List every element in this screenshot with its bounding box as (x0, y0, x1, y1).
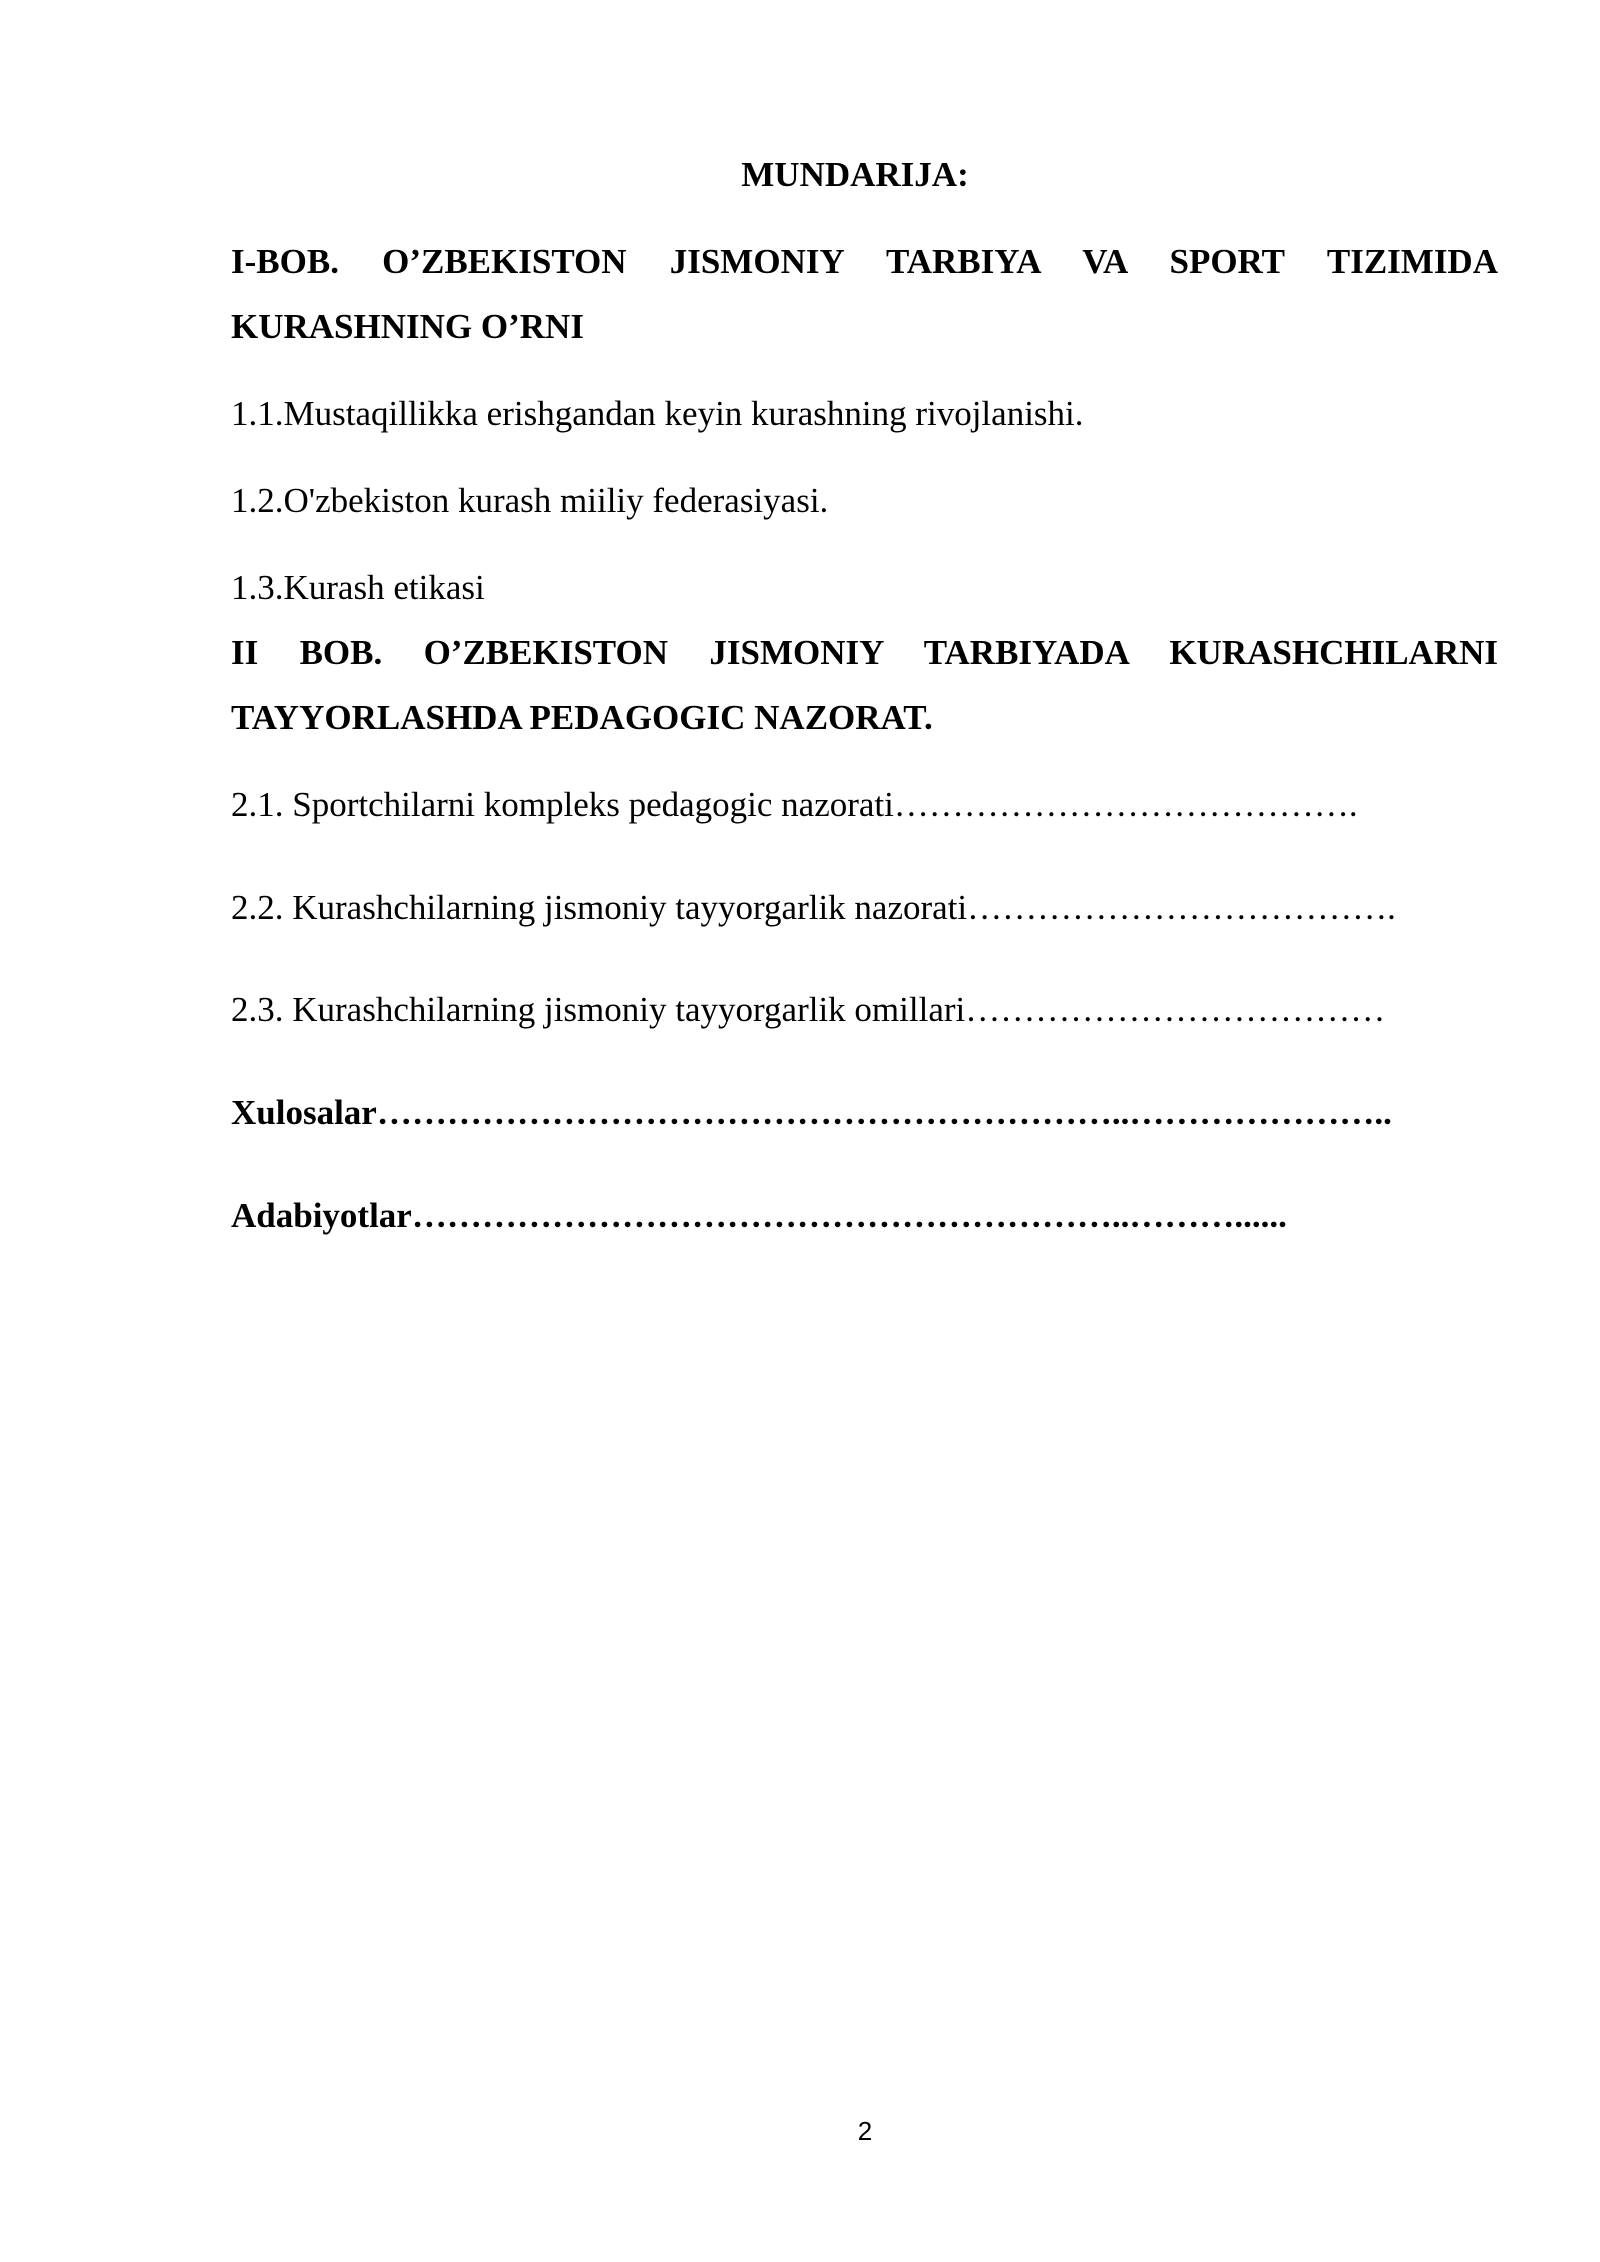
toc-item-2-1: 2.1. Sportchilarni kompleks pedagogic nazorati…………………………………. (231, 785, 1358, 824)
toc-conclusions: Xulosalar………………………………………………………..………………….. (231, 1093, 1392, 1132)
toc-item-2-3: 2.3. Kurashchilarning jismoniy tayyorgarlik omillari……………………………… (231, 990, 1386, 1029)
toc-item-1-1: 1.1.Mustaqillikka erishgandan keyin kurashning rivojlanishi. (231, 394, 1084, 433)
chapter1-heading-line1: I-BOB. O’ZBEKISTON JISMONIY TARBIYA VA SPORT TIZIMIDA (231, 242, 1498, 281)
toc-title: MUNDARIJA: (741, 155, 969, 194)
chapter1-heading-line2: KURASHNING O’RNI (231, 307, 584, 346)
toc-item-1-2: 1.2.O'zbekiston kurash miiliy federasiyasi. (231, 481, 829, 520)
chapter2-heading-line1: II BOB. O’ZBEKISTON JISMONIY TARBIYADA KURASHCHILARNI (231, 633, 1498, 672)
toc-item-1-3: 1.3.Kurash etikasi (231, 568, 485, 607)
toc-item-2-2: 2.2. Kurashchilarning jismoniy tayyorgarlik nazorati………………………………. (231, 888, 1396, 927)
chapter2-heading-line2: TAYYORLASHDA PEDAGOGIC NAZORAT. (231, 698, 933, 737)
page-number: 2 (857, 2116, 873, 2146)
toc-references: Adabiyotlar……………………………………………………..………...... (231, 1196, 1287, 1235)
